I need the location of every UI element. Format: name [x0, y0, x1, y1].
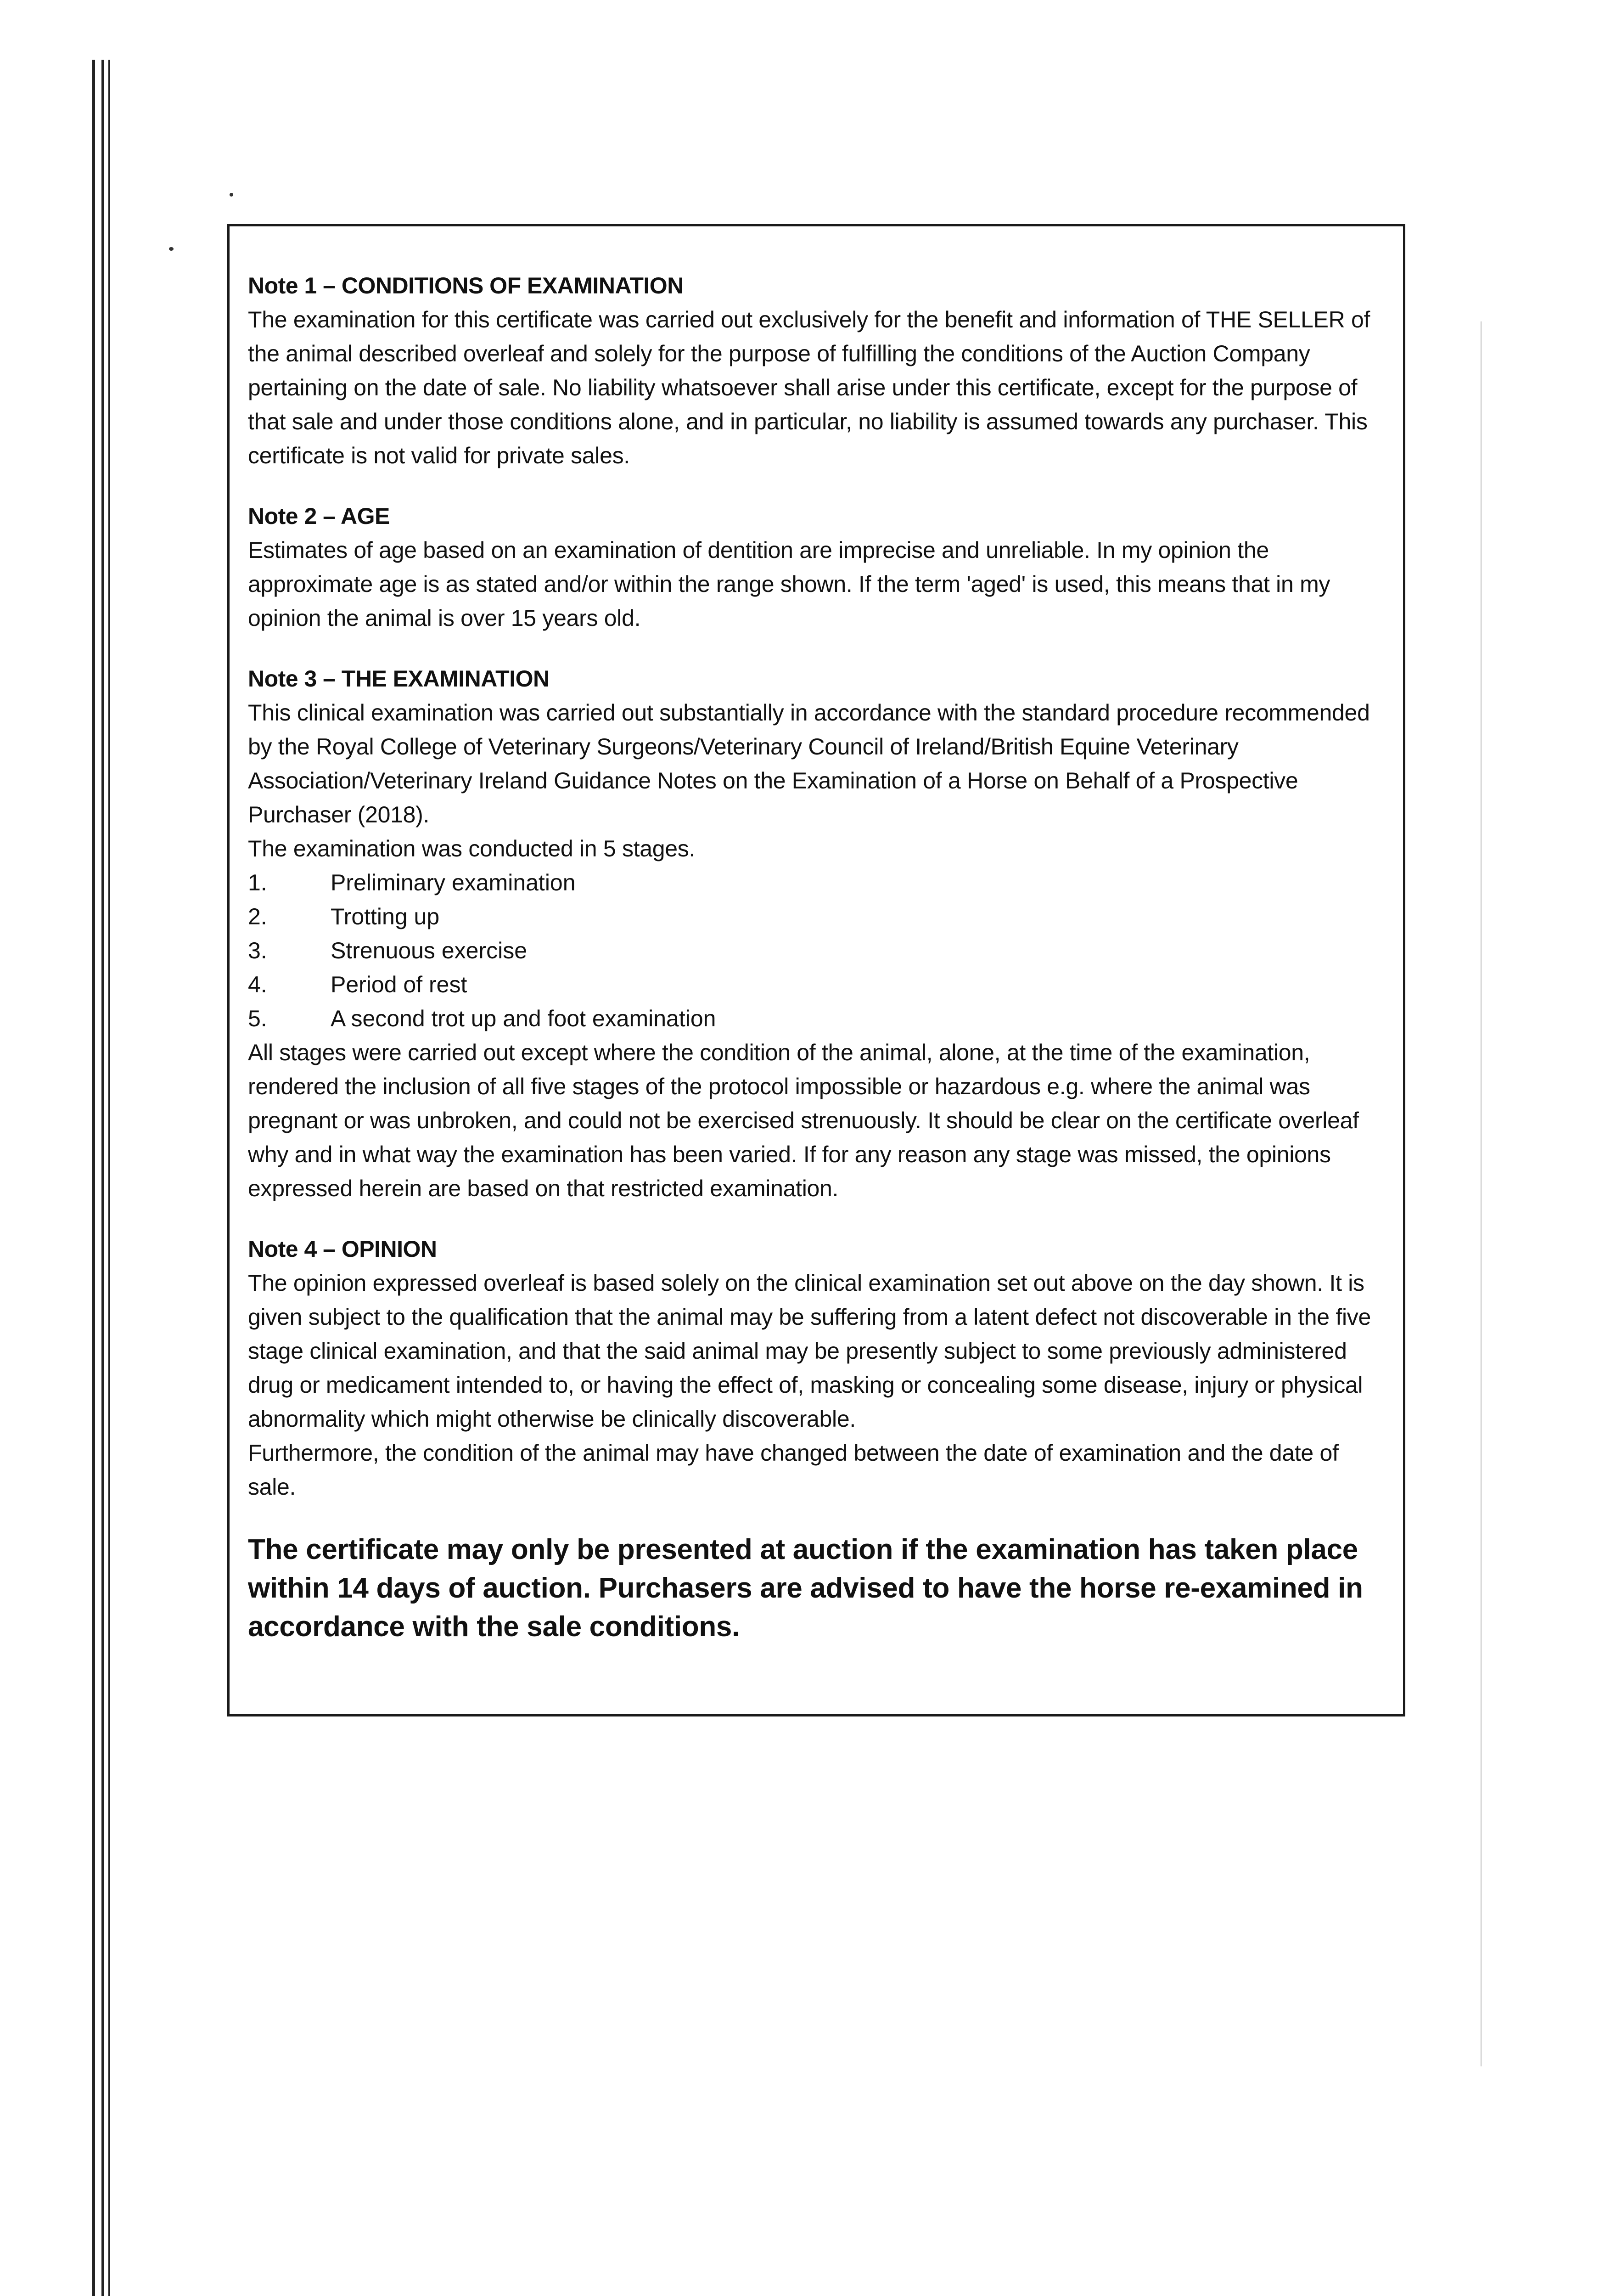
stage-label: Period of rest	[331, 972, 467, 997]
note-body-intro: This clinical examination was carried out substantially in accordance with the standard procedure recommended by the Royal College of Veterinary Surgeons/Veterinary Council of Ireland/British Equine Veterinary Association/Veterinary Ireland Guidance Notes on the Examination of a Horse on Behalf of a Prospective Purchaser (2018).	[248, 700, 1370, 827]
scan-speck	[230, 193, 233, 197]
stage-number: 5.	[248, 1006, 267, 1031]
auction-validity-notice: The certificate may only be presented at auction if the examination has taken place within 14 days of auction. Purchasers are advised to have the horse re-examined in accordance with the sale conditions.	[248, 1534, 1363, 1643]
stage-number: 1.	[248, 870, 267, 895]
note-age	[248, 499, 1375, 635]
note-body-outro: All stages were carried out except where the condition of the animal, alone, at the time of the examination, rendered the inclusion of all five stages of the protocol impossible or hazardous e.g. where the animal was pregnant or was unbroken, and could not be exercised strenuously. It should be clear on the certificate overleaf why and in what way the examination has been varied. If for any reason any stage was missed, the opinions expressed herein are based on that restricted examination.	[248, 1040, 1359, 1201]
list-item	[248, 934, 1375, 968]
note-body: Estimates of age based on an examination of dentition are imprecise and unreliable. In my opinion the approximate age is as stated and/or within the range shown. If the term 'aged' is used, this means that in my opinion the animal is over 15 years old.	[248, 537, 1330, 631]
note-title: Note 1 – CONDITIONS OF EXAMINATION	[248, 273, 684, 298]
stage-label: Strenuous exercise	[331, 938, 528, 963]
stage-number: 4.	[248, 972, 267, 997]
scan-speck	[169, 247, 174, 251]
stage-number: 3.	[248, 938, 267, 963]
certificate-notes-box	[227, 224, 1405, 1716]
note-title: Note 4 – OPINION	[248, 1236, 437, 1262]
scan-edge-line	[108, 60, 110, 2296]
stage-label: Preliminary examination	[331, 870, 576, 895]
stage-number: 2.	[248, 904, 267, 929]
scan-edge-line	[92, 60, 95, 2296]
list-item	[248, 968, 1375, 1002]
note-title: Note 3 – THE EXAMINATION	[248, 666, 550, 692]
note-title: Note 2 – AGE	[248, 503, 390, 529]
note-opinion	[248, 1232, 1375, 1504]
note-conditions-of-examination	[248, 269, 1375, 473]
note-the-examination	[248, 662, 1375, 1205]
stage-list	[248, 866, 1375, 1035]
scan-edge-line	[101, 60, 104, 2296]
note-body-extra: Furthermore, the condition of the animal may have changed between the date of examination and the date of sale.	[248, 1440, 1339, 1500]
list-item	[248, 1002, 1375, 1035]
stages-intro: The examination was conducted in 5 stages.	[248, 836, 696, 861]
stage-label: Trotting up	[331, 904, 440, 929]
note-body: The examination for this certificate was carried out exclusively for the benefit and information of THE SELLER of the animal described overleaf and solely for the purpose of fulfilling the conditions of the Auction Company pertaining on the date of sale. No liability whatsoever shall arise under this certificate, except for the purpose of that sale and under those conditions alone, and in particular, no liability is assumed towards any purchaser. This certificate is not valid for private sales.	[248, 307, 1370, 468]
list-item	[248, 900, 1375, 934]
scan-fold-line	[1481, 321, 1482, 2066]
list-item	[248, 866, 1375, 900]
stage-label: A second trot up and foot examination	[331, 1006, 716, 1031]
note-body: The opinion expressed overleaf is based solely on the clinical examination set out above on the day shown. It is given subject to the qualification that the animal may be suffering from a latent defect not discoverable in the five stage clinical examination, and that the said animal may be presently subject to some previously administered drug or medicament intended to, or having the effect of, masking or concealing some disease, injury or physical abnormality which might otherwise be clinically discoverable.	[248, 1270, 1371, 1432]
